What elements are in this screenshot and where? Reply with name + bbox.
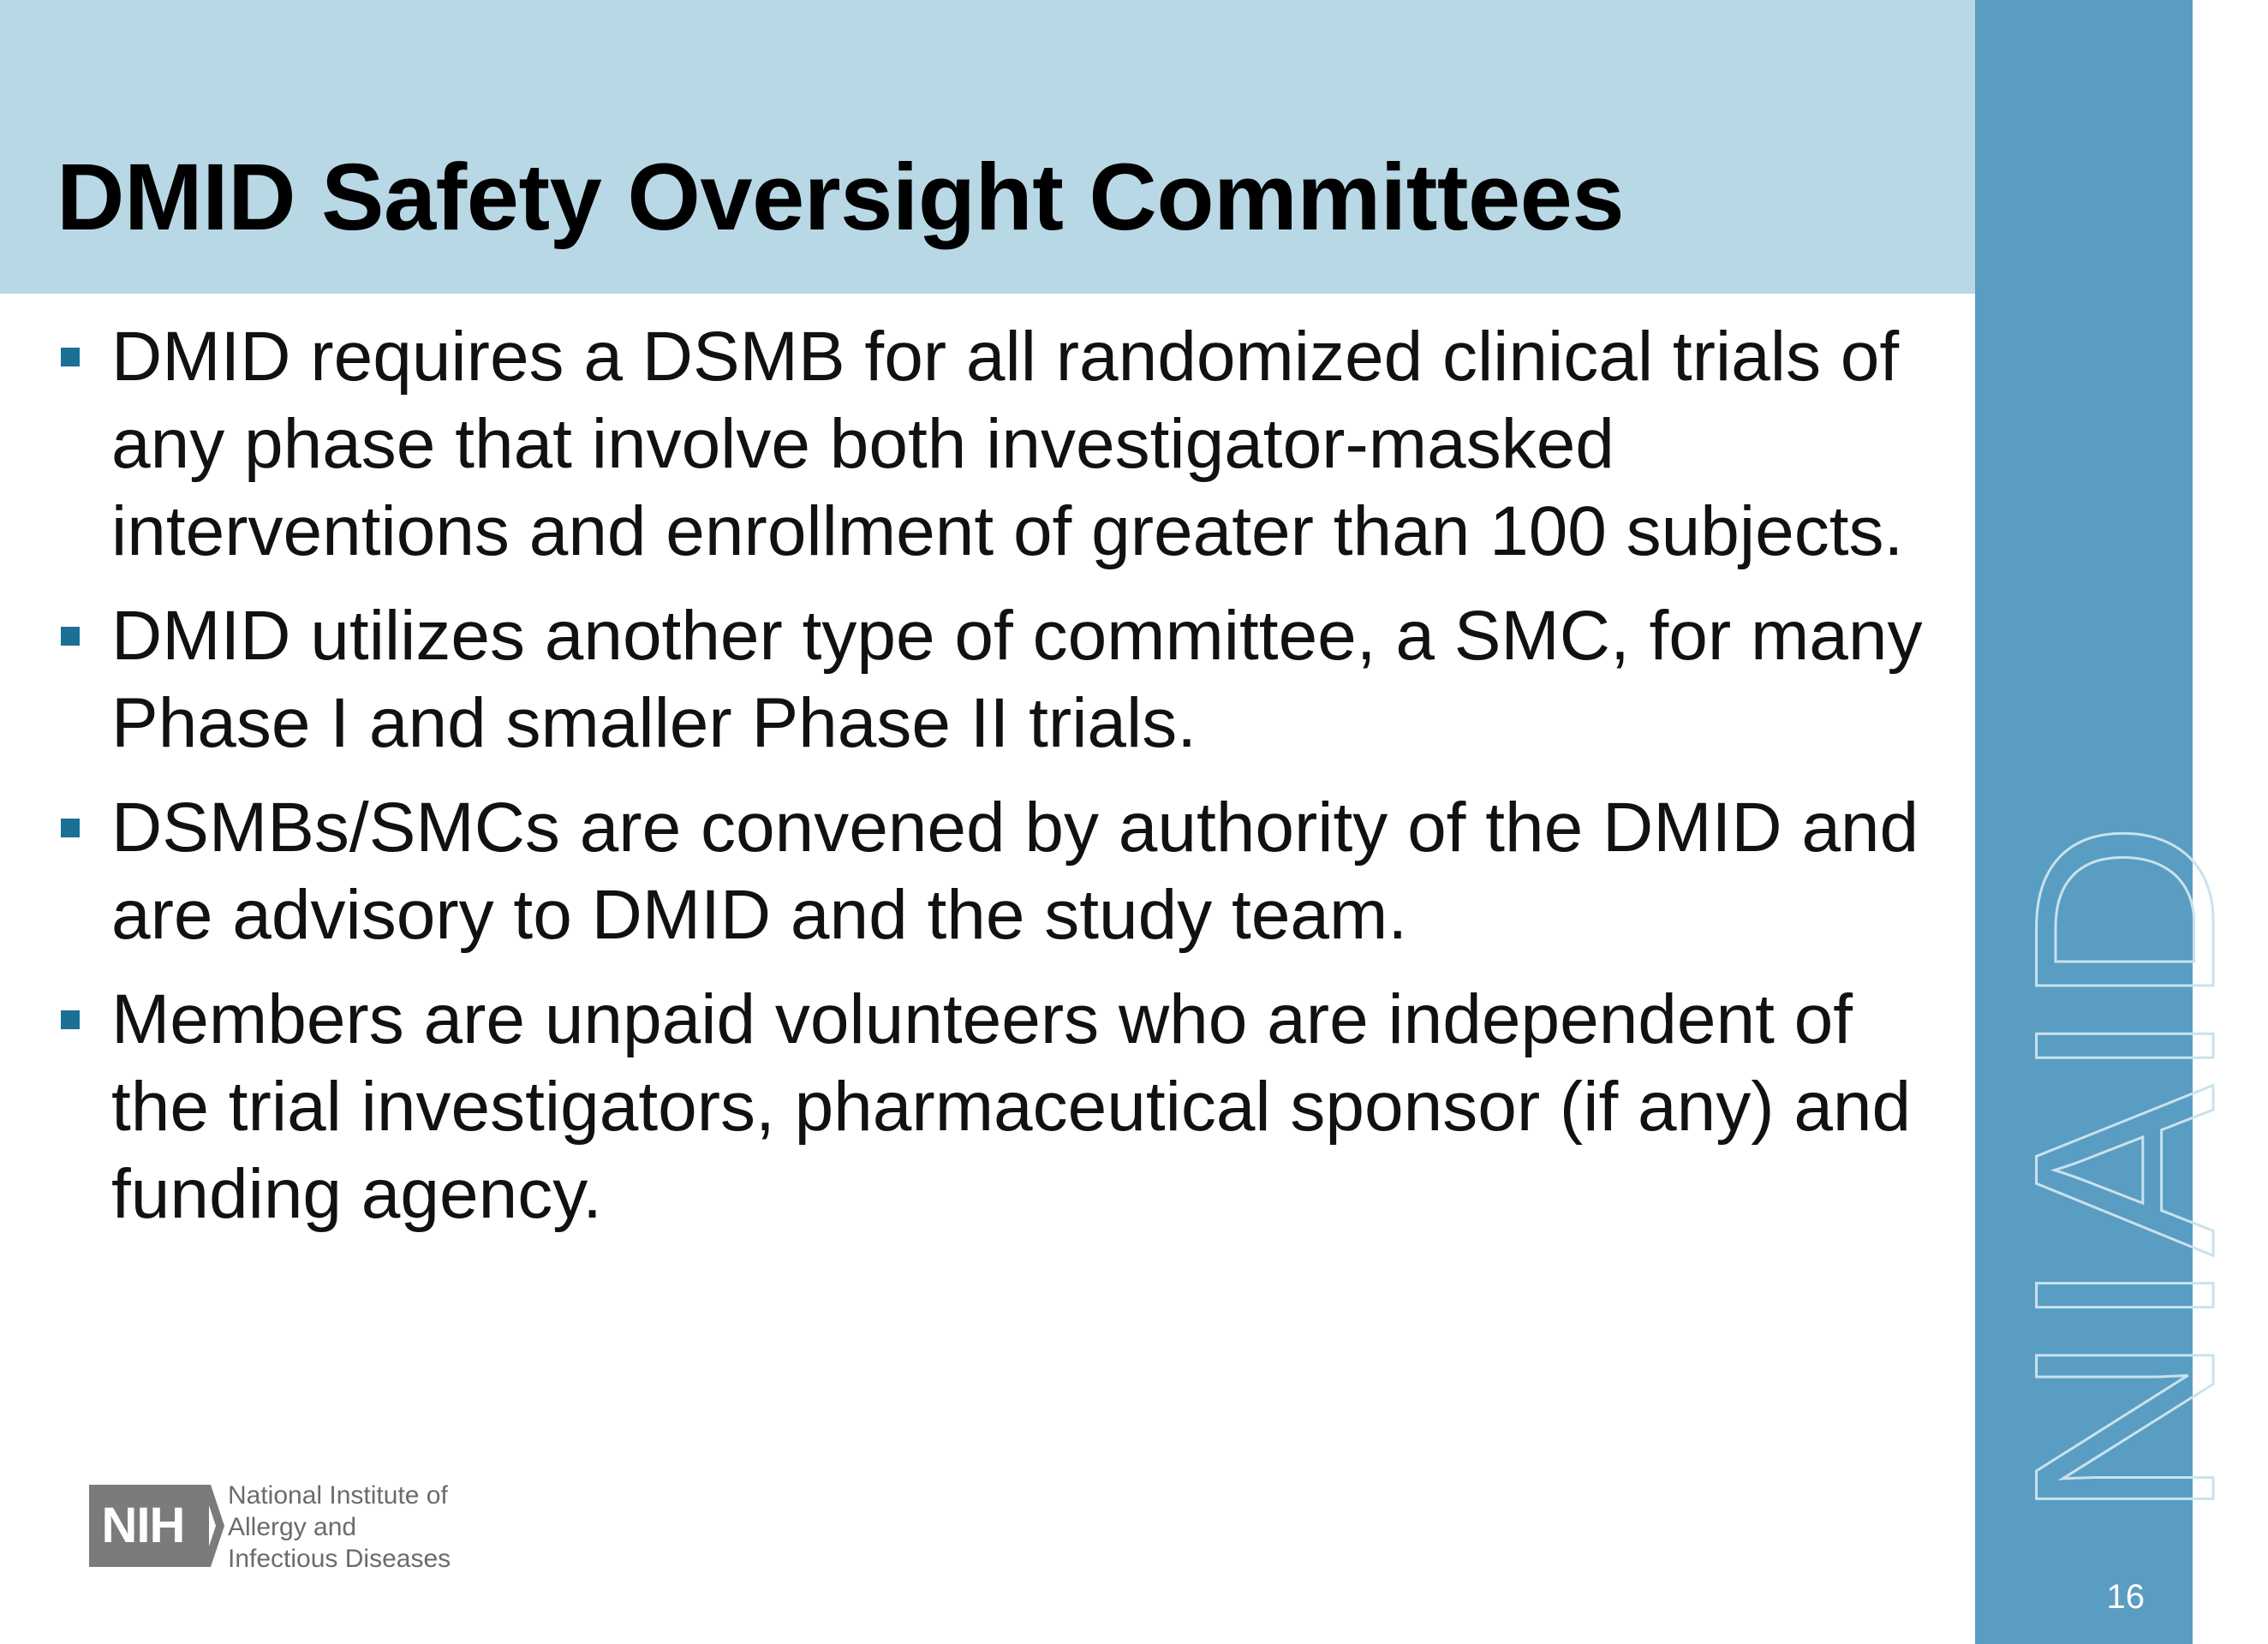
bullet-item: [57, 784, 1941, 959]
bullet-square-icon: [61, 627, 80, 646]
logo-text: [228, 1480, 451, 1575]
logo-line: National Institute of: [228, 1481, 448, 1510]
bullet-text: Members are unpaid volunteers who are independent of the trial investigators, pharmaceutical sponsor (if any) and funding agency.: [111, 980, 1912, 1233]
slide-title: DMID Safety Oversight Committees: [57, 145, 1624, 250]
logo-line: Allergy and: [228, 1513, 357, 1541]
bullet-square-icon: [61, 348, 80, 366]
nih-badge: NIH: [89, 1485, 209, 1567]
page-number: 16: [2106, 1578, 2145, 1616]
title-bar: [0, 0, 1975, 294]
bullet-text: DMID requires a DSMB for all randomized clinical trials of any phase that involve both investigator-masked interventions and enrollment of greater than 100 subjects.: [111, 318, 1904, 570]
bullet-item: [57, 593, 1941, 767]
niaid-wordmark: NIAID: [1980, 817, 2268, 1520]
bullet-square-icon: [61, 819, 80, 837]
bullet-text: DMID utilizes another type of committee, a SMC, for many Phase I and smaller Phase II trials.: [111, 597, 1923, 762]
nih-niaid-logo: [89, 1480, 483, 1574]
bullet-list: [57, 313, 1941, 1255]
bullet-square-icon: [61, 1010, 80, 1029]
bullet-item: [57, 313, 1941, 575]
bullet-item: [57, 976, 1941, 1238]
logo-line: Infectious Diseases: [228, 1545, 451, 1573]
chevron-right-icon: [202, 1485, 224, 1567]
bullet-text: DSMBs/SMCs are convened by authority of the DMID and are advisory to DMID and the study team.: [111, 789, 1919, 954]
